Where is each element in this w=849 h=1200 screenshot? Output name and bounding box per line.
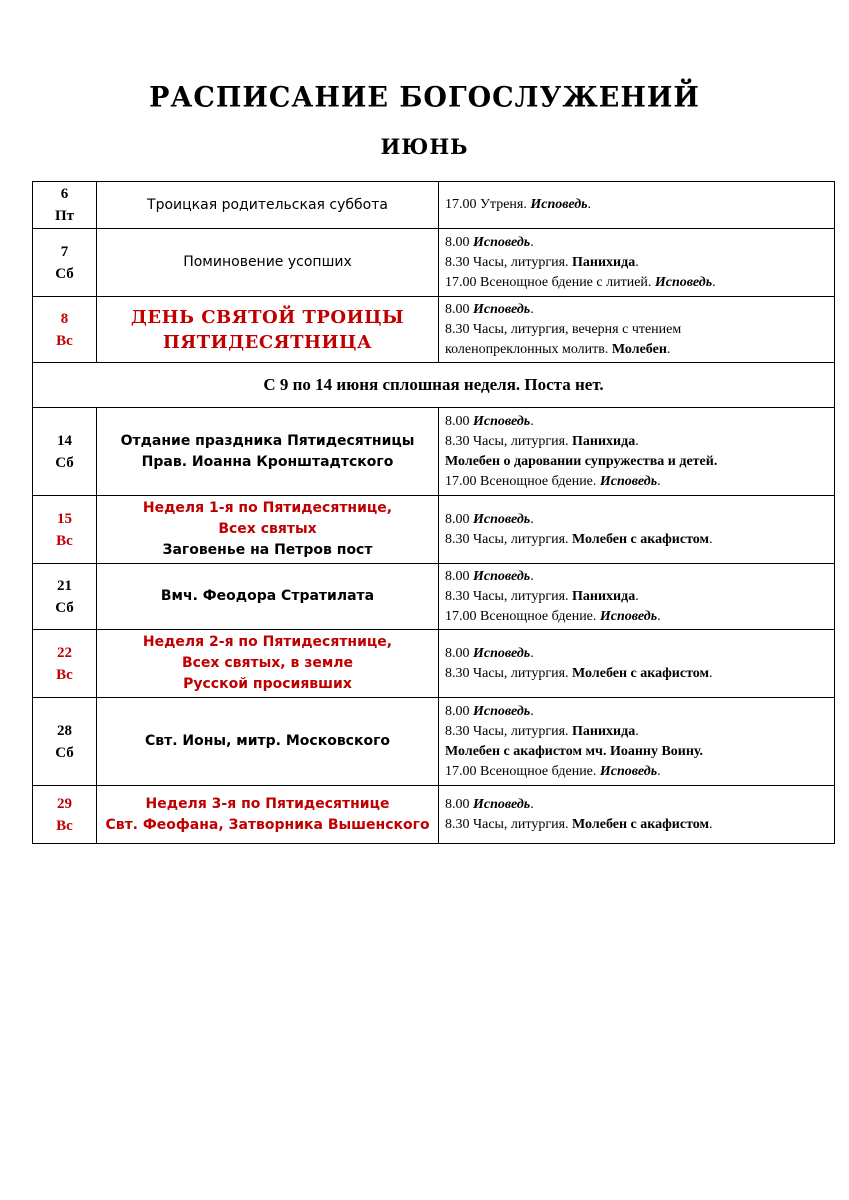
service-emphasis: Исповедь [473,703,531,719]
day-number: 21 [57,577,72,594]
service-text: 8.00 [445,511,473,527]
service-text: 8.30 Часы, литургия, вечерня с чтением [445,321,682,337]
service-text: . [530,413,534,429]
service-emphasis: Молебен о даровании супружества и детей. [445,453,718,469]
feast-line: Свт. Ионы, митр. Московского [144,733,391,749]
service-text: . [530,645,534,661]
service-line [445,320,834,340]
service-emphasis: Исповедь [473,511,531,527]
feast-line: Всех святых [218,521,317,537]
service-text: 17.00 Утреня. [445,197,531,212]
service-text: . [712,274,716,290]
day-number: 22 [57,644,72,661]
feast-line: Прав. Иоанна Кронштадтского [141,453,394,470]
service-line [445,607,834,627]
day-number: 28 [57,722,72,739]
feast-line: Вмч. Феодора Стратилата [160,588,375,604]
day-of-week: Сб [55,599,74,616]
service-text: 8.00 [445,301,473,317]
service-text: . [709,816,713,832]
schedule-body [33,182,835,844]
services-cell [439,229,835,297]
date-cell [33,229,97,297]
feast-line: Всех святых, в земле [181,655,354,671]
feast-line: Свт. Феофана, Затворника Вышенского [105,816,430,833]
service-emphasis: Панихида [572,588,636,604]
service-text: 17.00 Всенощное бдение. [445,763,600,779]
services-cell [439,786,835,844]
schedule-row [33,698,835,786]
service-line [445,472,834,492]
service-line [445,432,834,452]
service-text: 8.30 Часы, литургия. [445,588,573,604]
feast-line: ДЕНЬ СВЯТОЙ ТРОИЦЫ [130,306,405,328]
note-row [33,363,835,408]
service-line [445,253,834,273]
day-number: 8 [60,310,69,327]
service-text: 8.30 Часы, литургия. [445,254,573,270]
day-of-week: Сб [55,744,74,761]
service-text: 8.00 [445,413,473,429]
service-emphasis: Молебен с акафистом [572,531,710,547]
service-emphasis: Исповедь [599,763,658,779]
date-cell [33,408,97,496]
service-text: . [530,703,534,719]
service-text: 8.00 [445,796,473,812]
service-text: . [587,197,592,212]
service-text: . [635,588,639,604]
services-cell [439,496,835,564]
fasting-note: С 9 по 14 июня сплошная неделя. Поста нет. [33,363,835,408]
day-of-week: Вс [56,666,73,683]
service-text: 17.00 Всенощное бдение. [445,608,600,624]
schedule-row [33,229,835,297]
services-cell [439,297,835,363]
service-emphasis: Исповедь [599,473,658,489]
feast-cell [97,786,439,844]
service-emphasis: Исповедь [473,796,531,812]
schedule-row [33,786,835,844]
service-emphasis: Исповедь [473,413,531,429]
feast-line: Троицкая родительская суббота [147,196,388,213]
service-line [445,340,834,360]
feast-line: Отдание праздника Пятидесятницы [120,432,415,449]
service-line [445,644,834,664]
service-line [445,815,834,835]
service-line [445,452,834,472]
feast-cell [97,229,439,297]
service-emphasis: Панихида [572,433,636,449]
schedule-row [33,408,835,496]
feast-cell [97,698,439,786]
service-text: . [635,433,639,449]
service-text: . [530,301,534,317]
month-heading: ИЮНЬ [380,134,469,159]
feast-cell [97,408,439,496]
service-line [445,530,834,550]
service-line [445,273,834,293]
day-of-week: Сб [55,454,74,471]
day-of-week: Пт [54,208,75,224]
service-emphasis: Исповедь [654,274,713,290]
service-emphasis: Исповедь [530,197,588,212]
day-of-week: Вс [56,532,73,549]
feast-line: Неделя 2-я по Пятидесятнице, [142,634,393,650]
feast-line: Неделя 1-я по Пятидесятнице, [142,500,393,516]
feast-line: Русской просиявших [183,676,352,692]
service-text: . [635,723,639,739]
service-emphasis: Панихида [572,723,636,739]
feast-extra-line: Заговенье на Петров пост [162,542,373,558]
service-text: . [657,763,661,779]
page-title: РАСПИСАНИЕ БОГОСЛУЖЕНИЙ [149,81,700,114]
service-text: . [709,531,713,547]
service-line [445,702,834,722]
feast-line: Поминовение усопших [183,254,352,270]
service-text: 8.30 Часы, литургия. [445,531,573,547]
service-line [445,722,834,742]
service-text: . [530,568,534,584]
feast-cell [97,182,439,229]
date-cell [33,496,97,564]
service-emphasis: Панихида [572,254,636,270]
day-of-week: Вс [56,332,73,349]
service-line [445,195,834,215]
service-text: 8.30 Часы, литургия. [445,816,573,832]
service-text: 8.30 Часы, литургия. [445,723,573,739]
service-text: . [666,341,671,357]
service-emphasis: Молебен с акафистом [572,665,710,681]
day-number: 29 [57,795,72,812]
feast-cell [97,630,439,698]
day-number: 7 [60,243,69,260]
day-number: 15 [57,510,72,527]
feast-cell [97,564,439,630]
date-cell [33,564,97,630]
service-text: 8.00 [445,234,473,250]
schedule-row [33,496,835,564]
services-cell [439,564,835,630]
service-line [445,567,834,587]
feast-line: Неделя 3-я по Пятидесятнице [145,795,390,812]
date-cell [33,786,97,844]
service-emphasis: Исповедь [473,645,531,661]
service-text: 17.00 Всенощное бдение с литией. [445,274,655,290]
service-text: 8.00 [445,568,473,584]
feast-cell [97,496,439,564]
service-text: . [657,473,661,489]
service-text: . [530,796,534,812]
service-emphasis: Молебен с акафистом [572,816,710,832]
service-emphasis: Молебен с акафистом мч. Иоанну Воину. [445,743,704,759]
service-line [445,412,834,432]
schedule-row [33,297,835,363]
schedule-table [32,181,835,844]
service-line [445,762,834,782]
service-emphasis: Исповедь [599,608,658,624]
service-text: коленопреклонных молитв. [445,341,612,357]
feast-line: ПЯТИДЕСЯТНИЦА [162,331,373,353]
date-cell [33,698,97,786]
service-emphasis: Исповедь [473,568,531,584]
service-text: 8.00 [445,645,473,661]
service-emphasis: Молебен [611,341,667,357]
schedule-row [33,630,835,698]
service-text: 8.30 Часы, литургия. [445,433,573,449]
date-cell [33,182,97,229]
service-line [445,742,834,762]
service-line [445,795,834,815]
service-text: . [530,234,534,250]
date-cell [33,630,97,698]
service-text: 8.30 Часы, литургия. [445,665,573,681]
services-cell [439,408,835,496]
service-line [445,233,834,253]
day-number: 14 [57,432,72,449]
service-emphasis: Исповедь [473,234,531,250]
schedule-row [33,182,835,229]
day-number: 6 [60,186,69,202]
service-line [445,664,834,684]
day-of-week: Сб [55,265,74,282]
service-text: . [635,254,639,270]
services-cell [439,698,835,786]
service-text: 8.00 [445,703,473,719]
date-cell [33,297,97,363]
service-emphasis: Исповедь [473,301,531,317]
service-line [445,510,834,530]
schedule-row [33,564,835,630]
service-text: . [709,665,713,681]
service-text: . [530,511,534,527]
feast-cell [97,297,439,363]
service-line [445,587,834,607]
day-of-week: Вс [56,817,73,834]
services-cell [439,630,835,698]
services-cell [439,182,835,229]
service-line [445,300,834,320]
service-text: 17.00 Всенощное бдение. [445,473,600,489]
service-text: . [657,608,661,624]
